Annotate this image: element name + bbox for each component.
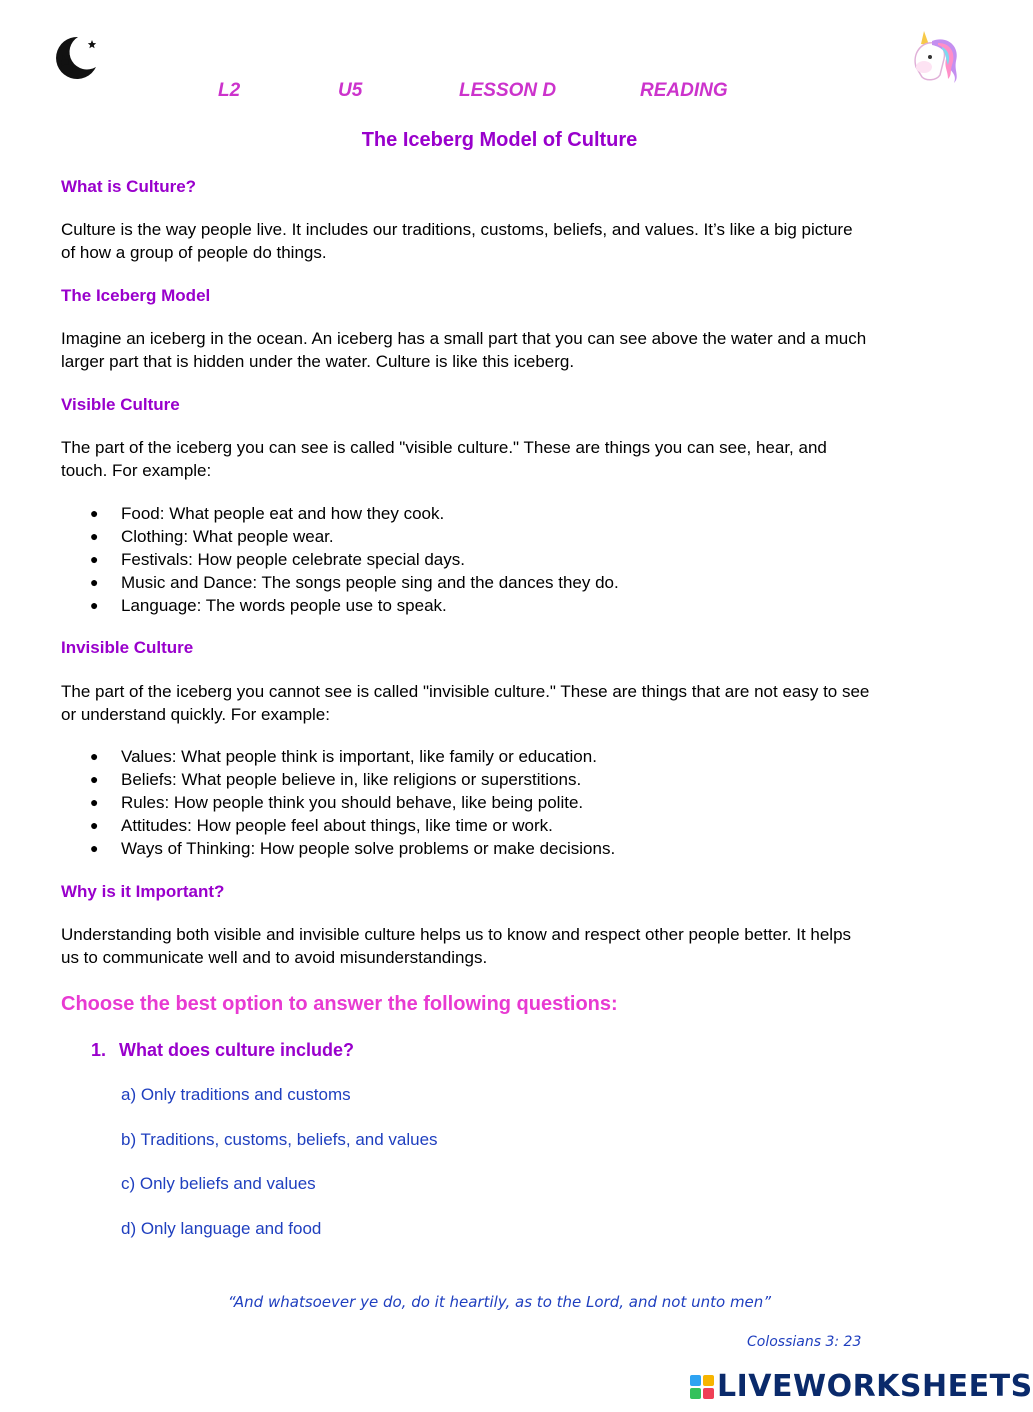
paragraph-iceberg-model: [61, 327, 941, 373]
option-c[interactable]: c) Only beliefs and values: [121, 1174, 316, 1193]
paragraph-why-important: [61, 923, 941, 969]
list-item: ● Food: What people eat and how they cook.: [61, 502, 619, 525]
moon-cat-icon: [52, 34, 100, 80]
list-item: ● Attitudes: How people feel about things, like time or work.: [61, 814, 615, 837]
list-item: ● Ways of Thinking: How people solve problems or make decisions.: [61, 837, 615, 860]
paragraph-line: touch. For example:: [61, 461, 212, 480]
paragraph-line: larger part that is hidden under the water. Culture is like this iceberg.: [61, 352, 575, 371]
heading-why-important: Why is it Important?: [61, 882, 225, 901]
paragraph-line: Imagine an iceberg in the ocean. An iceberg has a small part that you can see above the water and a much: [61, 329, 867, 348]
paragraph-line: Understanding both visible and invisible culture helps us to know and respect other people better. It helps: [61, 925, 852, 944]
liveworksheets-brand[interactable]: [690, 1369, 1033, 1404]
paragraph-what-is-culture: [61, 218, 941, 264]
header-lesson: LESSON D: [459, 80, 557, 101]
heading-iceberg-model: The Iceberg Model: [61, 286, 211, 305]
question-1: [91, 1040, 354, 1061]
heading-invisible-culture: Invisible Culture: [61, 638, 194, 657]
heading-what-is-culture: What is Culture?: [61, 177, 197, 196]
list-item: ● Values: What people think is important, like family or education.: [61, 745, 615, 768]
heading-visible-culture: Visible Culture: [61, 395, 180, 414]
list-item: ● Language: The words people use to speak.: [61, 594, 619, 617]
list-item: ● Clothing: What people wear.: [61, 525, 619, 548]
footer-quote: “And whatsoever ye do, do it heartily, as to the Lord, and not unto men”: [227, 1293, 772, 1311]
page-title: The Iceberg Model of Culture: [361, 129, 638, 151]
visible-culture-list: [61, 502, 619, 617]
paragraph-visible-culture: [61, 436, 941, 482]
list-item: ● Music and Dance: The songs people sing and the dances they do.: [61, 571, 619, 594]
paragraph-line: us to communicate well and to avoid misunderstandings.: [61, 948, 488, 967]
header-skill: READING: [640, 80, 728, 101]
unicorn-icon: [902, 27, 964, 89]
brand-text: LIVEWORKSHEETS: [717, 1369, 1033, 1404]
list-item: ● Festivals: How people celebrate special days.: [61, 548, 619, 571]
paragraph-line: of how a group of people do things.: [61, 243, 327, 262]
header-level: L2: [218, 80, 241, 101]
paragraph-line: or understand quickly. For example:: [61, 705, 330, 724]
paragraph-line: Culture is the way people live. It includes our traditions, customs, beliefs, and values. It’s like a big picture: [61, 220, 853, 239]
liveworksheets-logo-icon: [690, 1375, 714, 1399]
header-unit: U5: [338, 80, 363, 101]
invisible-culture-list: [61, 745, 615, 860]
quiz-instruction: Choose the best option to answer the following questions:: [61, 993, 618, 1015]
paragraph-line: The part of the iceberg you cannot see is called "invisible culture." These are things that are not easy to see: [61, 682, 870, 701]
option-d[interactable]: d) Only language and food: [121, 1219, 322, 1238]
list-item: ● Beliefs: What people believe in, like religions or superstitions.: [61, 768, 615, 791]
footer-reference: Colossians 3: 23: [747, 1334, 862, 1350]
question-number: 1.: [91, 1040, 107, 1060]
question-text: What does culture include?: [119, 1040, 355, 1060]
option-a[interactable]: a) Only traditions and customs: [121, 1085, 351, 1104]
paragraph-invisible-culture: [61, 680, 941, 726]
option-b[interactable]: b) Traditions, customs, beliefs, and values: [121, 1130, 438, 1149]
paragraph-line: The part of the iceberg you can see is called "visible culture." These are things you can see, hear, and: [61, 438, 827, 457]
list-item: ● Rules: How people think you should behave, like being polite.: [61, 791, 615, 814]
